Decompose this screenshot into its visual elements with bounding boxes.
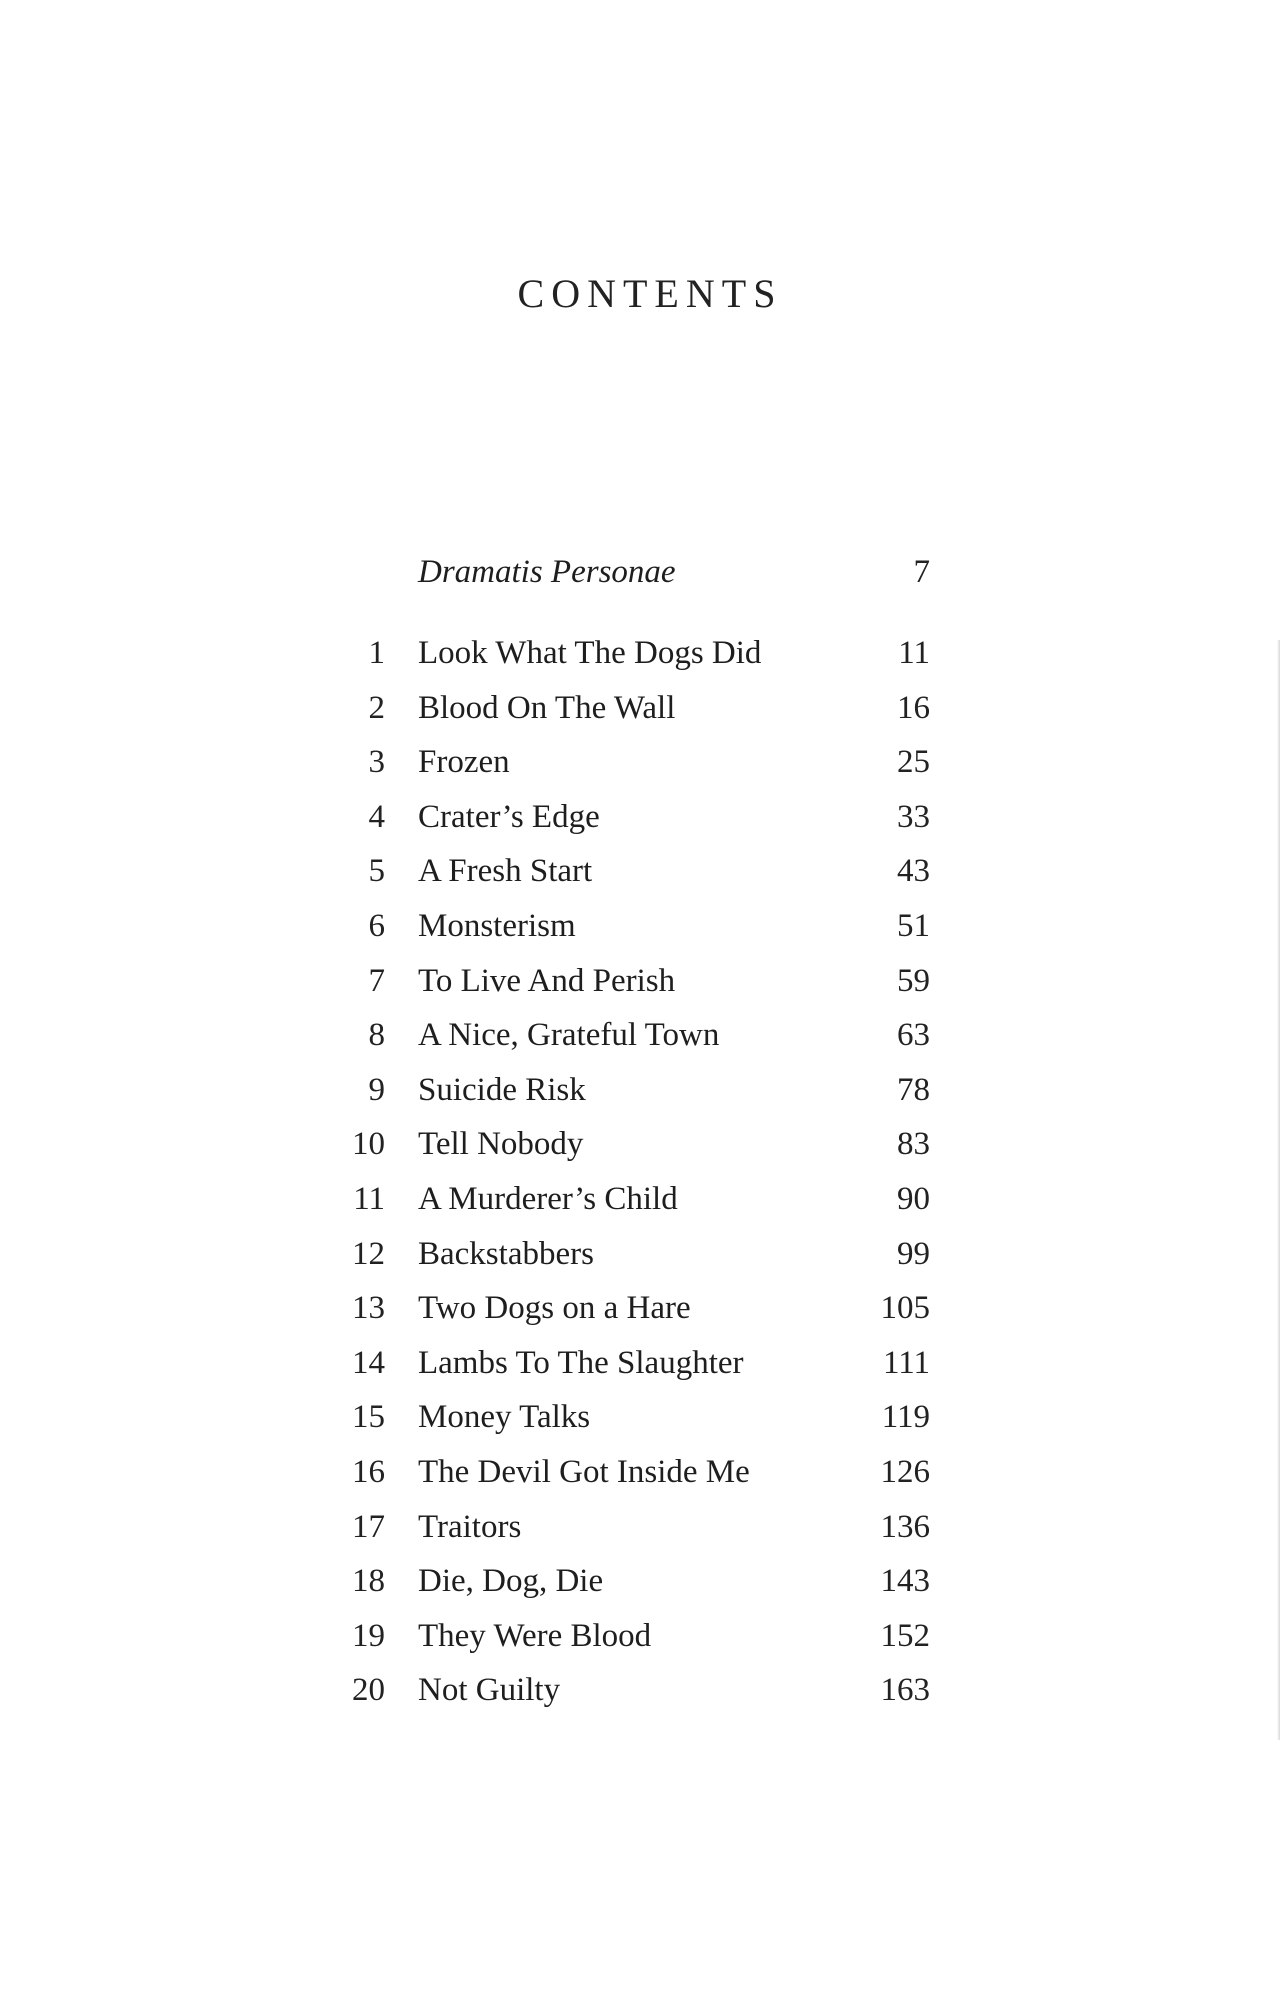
toc-entry-page: 105 xyxy=(880,1290,930,1327)
toc-entry-page: 11 xyxy=(898,635,930,671)
toc-entry-page: 63 xyxy=(897,1017,930,1054)
toc-entry-title: Crater’s Edge xyxy=(418,798,600,835)
toc-entry-front-matter xyxy=(330,545,930,600)
toc-entry-title: Not Guilty xyxy=(418,1672,561,1709)
toc-entry xyxy=(330,1336,930,1391)
toc-entry-page: 119 xyxy=(881,1399,930,1436)
toc-entry xyxy=(330,954,930,1009)
toc-entry-title: A Fresh Start xyxy=(418,853,593,890)
toc-entry-number: 9 xyxy=(368,1071,385,1108)
toc-entry-number: 5 xyxy=(368,853,385,890)
toc-entry-title: Dramatis Personae xyxy=(418,554,676,590)
table-of-contents xyxy=(330,545,930,1718)
toc-entry-number: 18 xyxy=(352,1563,385,1600)
toc-entry-title: A Nice, Grateful Town xyxy=(418,1017,720,1054)
toc-entry-number: 2 xyxy=(368,689,385,726)
toc-entry-title: Lambs To The Slaughter xyxy=(418,1344,744,1381)
toc-entry-page: 16 xyxy=(897,689,930,726)
toc-entry-title: Two Dogs on a Hare xyxy=(418,1290,691,1327)
toc-entry-number: 7 xyxy=(368,962,385,999)
toc-entry-page: 59 xyxy=(897,962,930,999)
toc-entry xyxy=(330,1390,930,1445)
toc-entry-number: 17 xyxy=(352,1508,385,1545)
toc-entry-page: 111 xyxy=(882,1344,930,1381)
toc-entry-number: 8 xyxy=(368,1017,385,1054)
toc-entry xyxy=(330,1445,930,1500)
toc-entry-title: They Were Blood xyxy=(418,1617,652,1654)
toc-entry xyxy=(330,1008,930,1063)
toc-entry-number: 19 xyxy=(352,1617,385,1654)
toc-entry-title: Money Talks xyxy=(418,1399,591,1436)
toc-entry xyxy=(330,1609,930,1664)
toc-entry-title: Monsterism xyxy=(418,907,576,944)
toc-entry xyxy=(330,1500,930,1555)
toc-entry-title: Frozen xyxy=(418,744,510,781)
toc-entry-page: 51 xyxy=(897,907,930,944)
toc-entry-page: 126 xyxy=(880,1453,930,1490)
toc-entry-title: The Devil Got Inside Me xyxy=(418,1453,750,1490)
toc-entry-page: 152 xyxy=(880,1617,930,1654)
toc-entry-page: 163 xyxy=(880,1672,930,1709)
contents-heading: CONTENTS xyxy=(517,271,783,316)
toc-entry-page: 90 xyxy=(897,1180,930,1217)
toc-entry-number: 15 xyxy=(352,1399,385,1436)
toc-entry-number: 16 xyxy=(352,1453,385,1490)
toc-entry-title: Look What The Dogs Did xyxy=(418,635,762,671)
toc-entry xyxy=(330,844,930,899)
toc-entry-title: To Live And Perish xyxy=(418,962,676,999)
toc-entry-number: 11 xyxy=(353,1180,385,1217)
toc-entry xyxy=(330,1117,930,1172)
toc-entry-number: 10 xyxy=(352,1126,385,1163)
toc-entry xyxy=(330,790,930,845)
toc-entry-title: Die, Dog, Die xyxy=(418,1563,604,1600)
toc-entry xyxy=(330,681,930,736)
toc-entry-page: 25 xyxy=(897,744,930,781)
toc-entry-page: 7 xyxy=(913,554,930,590)
toc-entry-number: 1 xyxy=(368,635,385,671)
toc-entry-title: Traitors xyxy=(418,1508,522,1545)
toc-entry-title: Backstabbers xyxy=(418,1235,594,1272)
toc-entry-number: 6 xyxy=(368,907,385,944)
toc-entry xyxy=(330,1172,930,1227)
toc-entry-number: 4 xyxy=(368,798,385,835)
toc-entry-page: 99 xyxy=(897,1235,930,1272)
toc-entry-title: A Murderer’s Child xyxy=(418,1180,678,1217)
toc-entry xyxy=(330,1281,930,1336)
toc-entry-page: 143 xyxy=(880,1563,930,1600)
toc-entry-number: 20 xyxy=(352,1672,385,1709)
toc-entry-page: 83 xyxy=(897,1126,930,1163)
toc-entry-number: 13 xyxy=(352,1290,385,1327)
toc-entry-page: 43 xyxy=(897,853,930,890)
toc-entry xyxy=(330,1663,930,1718)
toc-entry-page: 78 xyxy=(897,1071,930,1108)
toc-entry-page: 33 xyxy=(897,798,930,835)
toc-entry xyxy=(330,1063,930,1118)
toc-entry xyxy=(330,1227,930,1282)
toc-entry-title: Suicide Risk xyxy=(418,1071,586,1108)
toc-entry-title: Tell Nobody xyxy=(418,1126,584,1163)
toc-entry xyxy=(330,626,930,681)
toc-entry-page: 136 xyxy=(880,1508,930,1545)
toc-entry xyxy=(330,899,930,954)
toc-entry-title: Blood On The Wall xyxy=(418,689,676,726)
toc-entry-number: 3 xyxy=(368,744,385,781)
toc-entry xyxy=(330,1554,930,1609)
toc-entry xyxy=(330,735,930,790)
toc-entry-number: 14 xyxy=(352,1344,385,1381)
toc-entry-number: 12 xyxy=(352,1235,385,1272)
